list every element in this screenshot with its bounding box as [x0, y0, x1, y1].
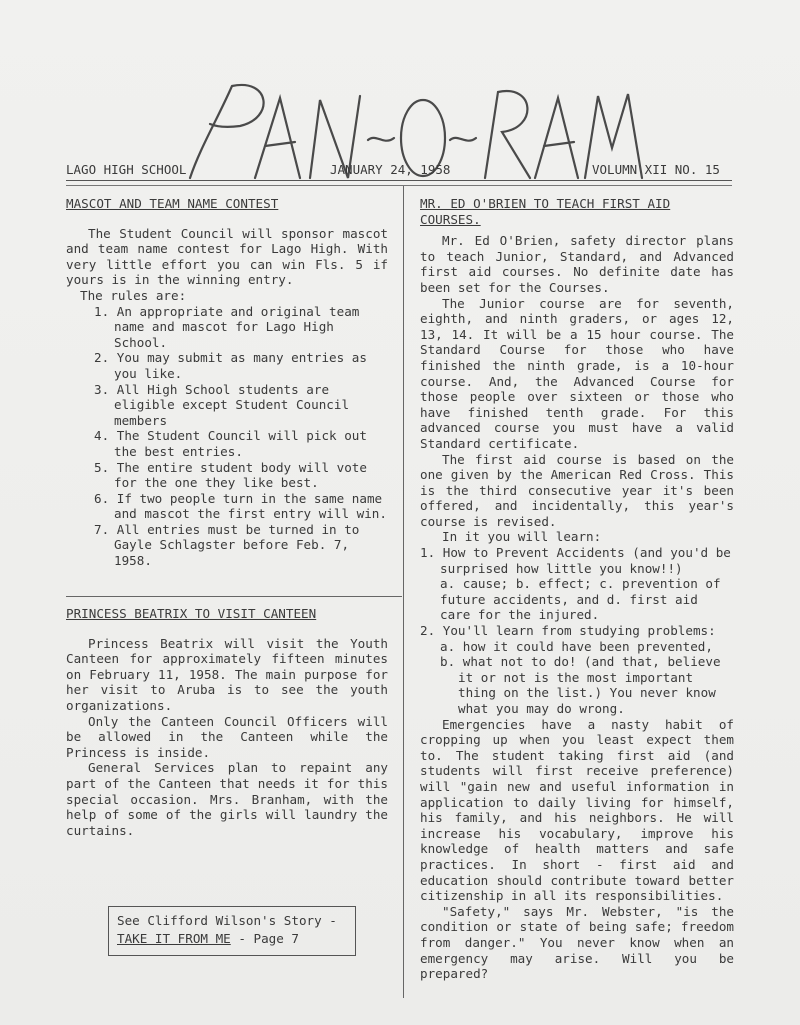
mascot-intro: The Student Council will sponsor mascot and team name contest for Lago High. With very little effort you can win Fls. 5 if yours is in the winning entry.: [66, 225, 388, 288]
firstaid-paragraph: The first aid course is based on the one given by the American Red Cross. This is the third consecutive year it's been offered, and incidentally, this year's course is revised.: [420, 451, 734, 529]
rule-item: 7. All entries must be turned in to Gayle Schlagster before Feb. 7, 1958.: [94, 521, 360, 569]
princess-paragraph: General Services plan to repaint any part of the Canteen that needs it for this special occasion. Mrs. Branham, with the help of some of the girls will laundry the curtains.: [66, 760, 388, 838]
rule-item: 1. An appropriate and original team name and mascot for Lago High School.: [94, 303, 360, 350]
callout-line: [117, 931, 299, 947]
story-callout: [108, 906, 356, 956]
rule-item: 5. The entire student body will vote for the one they like best.: [94, 459, 367, 491]
header-line: [66, 162, 732, 181]
callout-line: See Clifford Wilson's Story -: [117, 913, 337, 928]
princess-paragraph: Only the Canteen Council Officers will be allowed in the Canteen while the Princess is inside.: [66, 713, 388, 760]
firstaid-paragraph: The Junior course are for seventh, eighth, and ninth graders, or ages 12, 13, 14. It will be a 15 hour course. The Standard Course for those who have finished the ninth grade, is a 10-hour course. And, the Advanced Course for those people over sixteen or those who have finished tenth grade. For this advanced course you must have a valid Standard certificate.: [420, 295, 734, 451]
learn-subitem: a. cause; b. effect; c. prevention of future accidents, and d. first aid care for the injured.: [440, 576, 721, 623]
learn-item: 1. How to Prevent Accidents (and you'd be surprised how little you know!!): [420, 545, 731, 576]
left-column: [66, 196, 388, 569]
learn-subitem: b. what not to do! (and that, believe it or not is the most important thing on the list.) You never know what you may do wrong.: [440, 654, 721, 716]
school-name: LAGO HIGH SCHOOL: [66, 162, 187, 177]
princess-article: [66, 606, 388, 838]
firstaid-paragraph: Emergencies have a nasty habit of cropping up when you least expect them to. The student taking first aid (and students will first receive preference) will "gain new and useful information in application to daily living for himself, his family, and his neighbors. He will increase his vocabulary, improve his knowledge of health matters and safe practices. In short - first aid and education should contribute toward better citizenship in all its responsibilities.: [420, 716, 734, 904]
header-rule: [66, 185, 732, 186]
right-column: [420, 196, 734, 982]
princess-paragraph: Princess Beatrix will visit the Youth Canteen for approximately fifteen minutes on February 11, 1958. The main purpose for her visit to Aruba is to see the youth organizations.: [66, 635, 388, 713]
princess-heading: PRINCESS BEATRIX TO VISIT CANTEEN: [66, 606, 317, 621]
column-divider: [403, 186, 404, 998]
firstaid-heading: MR. ED O'BRIEN TO TEACH FIRST AID: [420, 196, 671, 211]
issue-date: JANUARY 24, 1958: [330, 162, 451, 177]
mascot-heading: MASCOT AND TEAM NAME CONTEST: [66, 196, 279, 211]
firstaid-paragraph: "Safety," says Mr. Webster, "is the condition or state of being safe; freedom from danger." You never know when an emergency may arise. Will you be prepared?: [420, 903, 734, 982]
learn-label: In it you will learn:: [442, 529, 602, 545]
firstaid-heading-cont: COURSES.: [420, 211, 481, 227]
firstaid-paragraph: Mr. Ed O'Brien, safety director plans to teach Junior, Standard, and Advanced first aid courses. No definite date has been set for the Courses.: [420, 233, 734, 295]
section-rule: [66, 596, 402, 597]
rule-item: 4. The Student Council will pick out the best entries.: [94, 428, 367, 459]
rule-item: 6. If two people turn in the same name and mascot the first entry will win.: [94, 490, 387, 522]
rule-item: 3. All High School students are eligible except Student Council members: [94, 381, 350, 428]
volume-number: VOLUMN XII NO. 15: [592, 162, 720, 177]
callout-story-title: TAKE IT FROM ME: [117, 931, 231, 946]
learn-subitem: a. how it could have been prevented,: [440, 638, 713, 654]
rule-item: 2. You may submit as many entries as you like.: [94, 350, 367, 381]
rules-label: The rules are:: [80, 287, 187, 303]
learn-item: 2. You'll learn from studying problems:: [420, 623, 716, 639]
callout-page: - Page 7: [238, 931, 299, 946]
